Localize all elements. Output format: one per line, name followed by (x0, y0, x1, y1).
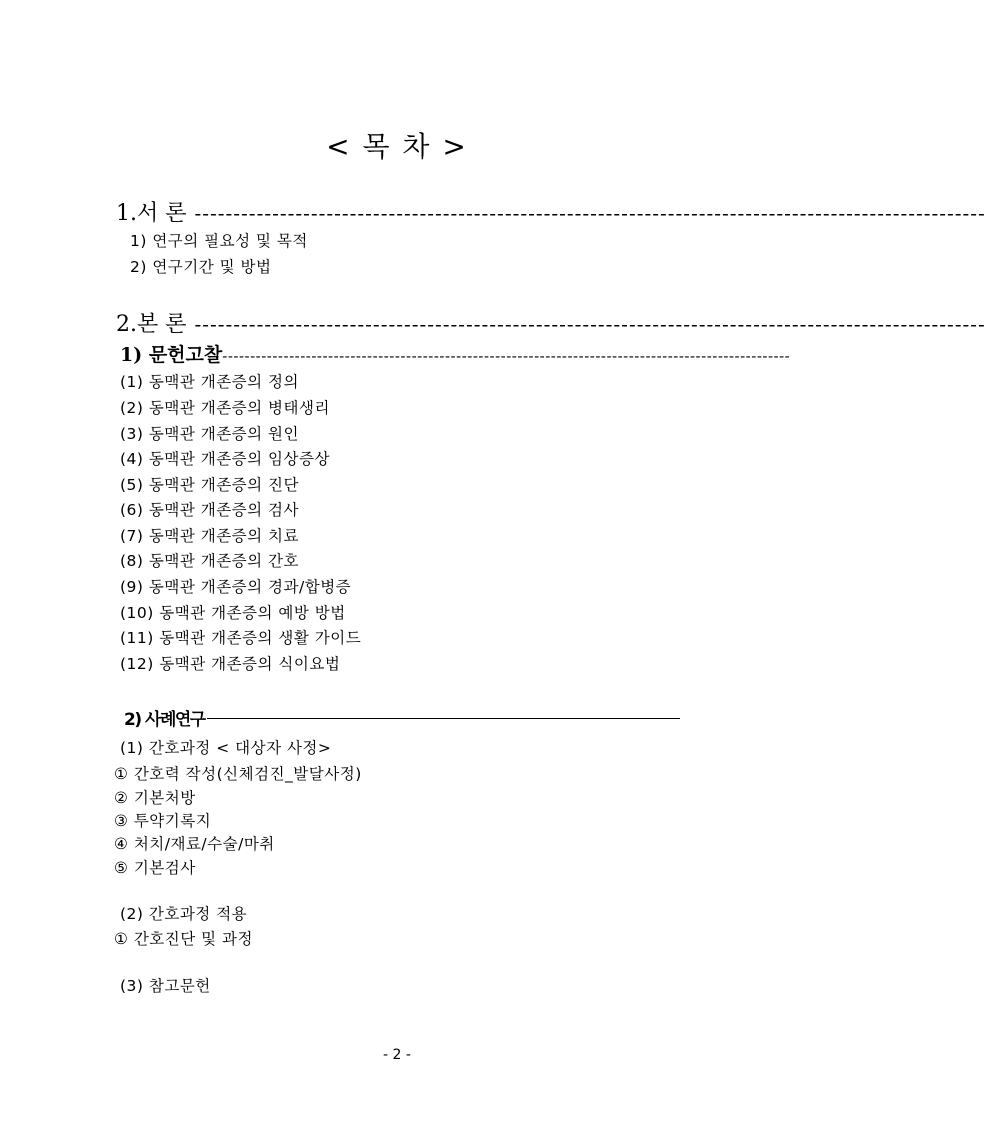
list-item: (5) 동맥관 개존증의 진단 (120, 476, 299, 494)
leader-dashes: ------------------------------------------------------------------------------------------------------ (222, 347, 791, 365)
literature-review-label: 1) 문헌고찰 (120, 344, 223, 366)
list-item: ④ 처치/재료/수술/마취 (114, 835, 275, 853)
leader-dashes: ------------------------------------------------------------------------------------------------------ (194, 201, 986, 225)
references-heading: (3) 참고문헌 (120, 977, 211, 995)
case-study-label: 2) 사례연구 (124, 710, 205, 730)
section-body-label: 2.본 론 (116, 312, 187, 337)
list-item: (11) 동맥관 개존증의 생활 가이드 (120, 629, 362, 647)
list-item: ② 기본처방 (114, 789, 196, 807)
page-title: < 목 차 > (326, 130, 468, 163)
page-number: - 2 - (383, 1047, 411, 1063)
leader-dashes: ------------------------------------------------------------------------------------------------------ (194, 312, 986, 336)
list-item: (10) 동맥관 개존증의 예방 방법 (120, 604, 346, 622)
list-item: (12) 동맥관 개존증의 식이요법 (120, 655, 341, 673)
list-item: 1) 연구의 필요성 및 목적 (130, 232, 308, 250)
list-item: (7) 동맥관 개존증의 치료 (120, 527, 299, 545)
list-item: ⑤ 기본검사 (114, 859, 196, 877)
section-intro-label: 1.서 론 (116, 201, 187, 226)
list-item: (4) 동맥관 개존증의 임상증상 (120, 450, 330, 468)
heading-rule (207, 718, 680, 719)
case-study-heading (124, 705, 680, 730)
list-item: 2) 연구기간 및 방법 (130, 258, 272, 276)
list-item: ① 간호진단 및 과정 (114, 930, 253, 948)
nursing-application-heading: (2) 간호과정 적용 (120, 905, 248, 923)
section-intro-heading (116, 196, 986, 227)
nursing-process-heading: (1) 간호과정 < 대상자 사정> (120, 739, 332, 757)
list-item: (8) 동맥관 개존증의 간호 (120, 552, 299, 570)
list-item: (3) 동맥관 개존증의 원인 (120, 425, 299, 443)
list-item: (9) 동맥관 개존증의 경과/합병증 (120, 578, 352, 596)
list-item: (6) 동맥관 개존증의 검사 (120, 501, 299, 519)
section-body-heading (116, 307, 986, 338)
literature-review-heading (120, 340, 791, 367)
list-item: (1) 동맥관 개존증의 정의 (120, 373, 299, 391)
list-item: ① 간호력 작성(신체검진_발달사정) (114, 765, 362, 783)
list-item: (2) 동맥관 개존증의 병태생리 (120, 399, 330, 417)
list-item: ③ 투약기록지 (114, 812, 212, 830)
